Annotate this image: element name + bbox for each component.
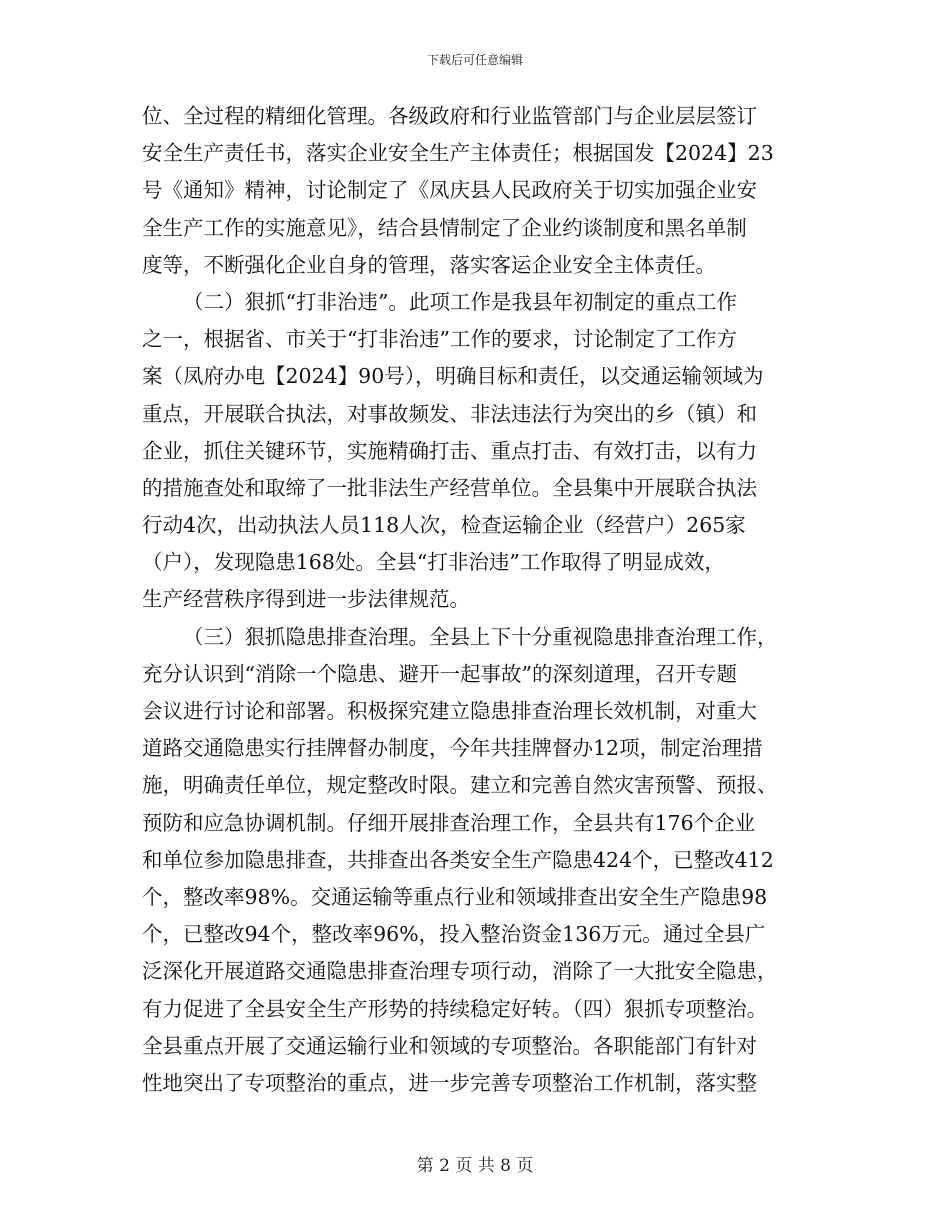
text-line: 道路交通隐患实行挂牌督办制度，今年共挂牌督办12项，制定治理措 <box>142 736 763 761</box>
text-line: 号《通知》精神，讨论制定了《凤庆县人民政府关于切实加强企业安 <box>142 178 757 203</box>
text-line: 有力促进了全县安全生产形势的持续稳定好转。（四）狠抓专项整治。 <box>142 996 768 1021</box>
text-line: 会议进行讨论和部署。积极探究建立隐患排查治理长效机制，对重大 <box>142 699 757 723</box>
text-line: 预防和应急协调机制。仔细开展排查治理工作，全县共有176个企业 <box>142 810 756 835</box>
text-line: 行动4次，出动执法人员118人次，检查运输企业（经营户）265家 <box>142 513 746 538</box>
text-line: 生产经营秩序得到进一步法律规范。 <box>142 587 470 612</box>
text-line: 施，明确责任单位，规定整改时限。建立和完善自然灾害预警、预报、 <box>142 773 778 798</box>
text-line: 和单位参加隐患排查，共排查出各类安全生产隐患424个，已整改412 <box>142 847 774 872</box>
text-line: 案（凤府办电【2024】90号），明确目标和责任，以交通运输领域为 <box>142 364 764 389</box>
document-body <box>142 98 812 1102</box>
paragraph-start-line: （三）狠抓隐患排查治理。全县上下十分重视隐患排查治理工作， <box>183 624 778 649</box>
text-line: 性地突出了专项整治的重点，进一步完善专项整治工作机制，落实整 <box>142 1070 757 1095</box>
text-line: 个，已整改94个，整改率96%，投入整治资金136万元。通过全县广 <box>142 922 766 947</box>
text-line: 全生产工作的实施意见》，结合县情制定了企业约谈制度和黑名单制 <box>142 215 747 240</box>
text-line: （户），发现隐患168处。全县“打非治违”工作取得了明显成效， <box>142 550 725 575</box>
text-line: 安全生产责任书，落实企业安全生产主体责任；根据国发【2024】23 <box>142 141 774 166</box>
text-line: 企业，抓住关键环节，实施精确打击、重点打击、有效打击，以有力 <box>142 438 757 463</box>
page-header: 下载后可任意编辑 <box>426 53 523 67</box>
text-line: 全县重点开展了交通运输行业和领域的专项整治。各职能部门有针对 <box>142 1033 757 1058</box>
text-line: 位、全过程的精细化管理。各级政府和行业监管部门与企业层层签订 <box>142 104 757 128</box>
text-line: 个，整改率98%。交通运输等重点行业和领域排查出安全生产隐患98 <box>142 884 768 909</box>
text-line: 度等，不断强化企业自身的管理，落实客运企业安全主体责任。 <box>142 252 716 277</box>
page-number-footer: 第 2 页 共 8 页 <box>416 1156 534 1176</box>
paragraph-start-line: （二）狠抓“打非治违”。此项工作是我县年初制定的重点工作 <box>183 289 737 314</box>
text-line: 重点，开展联合执法，对事故频发、非法违法行为突出的乡（镇）和 <box>142 401 757 426</box>
text-line: 泛深化开展道路交通隐患排查治理专项行动，消除了一大批安全隐患， <box>142 959 778 984</box>
text-line: 的措施查处和取缔了一批非法生产经营单位。全县集中开展联合执法 <box>142 475 757 500</box>
text-line: 之一，根据省、市关于“打非治违”工作的要求，讨论制定了工作方 <box>142 327 737 352</box>
text-line: 充分认识到“消除一个隐患、避开一起事故”的深刻道理，召开专题 <box>142 661 737 686</box>
